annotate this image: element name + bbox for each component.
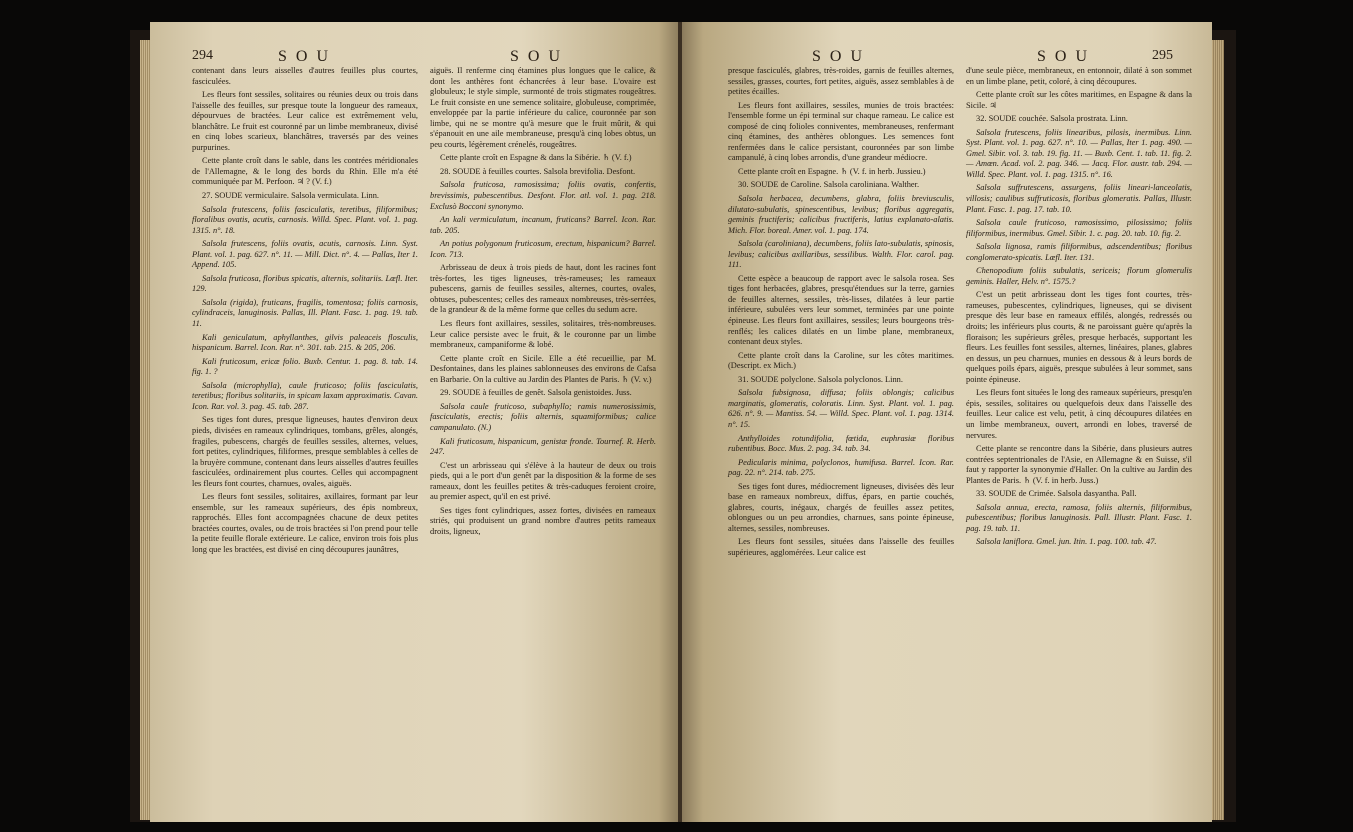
- open-book: [150, 22, 1212, 822]
- paragraph: C'est un arbrisseau qui s'élève à la hauteur de deux ou trois pieds, qui a le port d'un genêt par la disposition & la forme de ses rameaux, dont les feuilles petites & très-caduques feroient croire, au premier aspect, qu'il en est privé.: [430, 460, 656, 502]
- paragraph: Cette plante croît dans le sable, dans les contrées méridionales de l'Allemagne, & le long des bords du Rhin. Elle m'a été communiquée par M. Perfoon. ♃ ? (V. f.): [192, 156, 418, 187]
- paragraph: Cette plante croît en Espagne & dans la Sibérie. ♄ (V. f.): [440, 153, 632, 163]
- right-page: [682, 22, 1212, 822]
- text-column-2: [430, 66, 656, 540]
- latin-synonym: Salsola (caroliniana), decumbens, foliis lato-subulatis, spinosis, levibus; calicibus axillaribus, sessilibus. Walth. Flor. carol. pag. 111.: [728, 239, 954, 270]
- paragraph: C'est un petit arbrisseau dont les tiges font courtes, très-rameuses, pubescentes, cylindriques, ligneuses, qui se divisent presque dès leur base en rameaux effilés, alongés, redressés ou droits; les inférieurs plus courts, & ne paroissant guère qu'après la floraison; les supérieurs grêles, presque herbacés, supportant les fleurs. Les feuilles font sessiles, alternes, linéaires, planes, glabres en dessus, un peu charnues, munies en dessous & à leurs bords de quelques poils épars, aiguës, presque subulées à leur sommet, sans pointe épineuse.: [966, 290, 1192, 384]
- latin-synonym: Salsola caule fruticoso, subaphyllo; ramis numerosissimis, fasciculatis, erectis; foliis alternis, squamiformibus; calice campanulato. (N.): [430, 401, 656, 432]
- latin-synonym: Salsola fruticosa, floribus spicatis, alternis, solitariis. Lœfl. Iter. 129.: [192, 273, 418, 294]
- paragraph: Cette plante croît en Espagne. ♄ (V. f. in herb. Jussieu.): [738, 166, 926, 176]
- entry-heading: 31. SOUDE polyclone. Salsola polyclonos. Linn.: [738, 374, 903, 384]
- entry-heading: 33. SOUDE de Crimée. Salsola dasyantha. Pall.: [976, 489, 1137, 499]
- paragraph: Cette plante croît sur les côtes maritimes, en Espagne & dans la Sicile. ♃: [966, 90, 1192, 110]
- paragraph: Les fleurs font sessiles, solitaires, axillaires, formant par leur ensemble, sur les rameaux supérieurs, des épis nombreux, rapprochés. Elles font accompagnées chacune de deux petites bractées courtes, ovales, ou de trois bractées si l'on prend pour telle la petite feuille florale extérieure. Le calice, environ trois fois plus long que les bractées, est divisé en cinq découpures jaunâtres,: [192, 492, 418, 554]
- paragraph: Les fleurs font situées le long des rameaux supérieurs, presqu'en épis, sessiles, solitaires ou quelquefois deux dans l'aisselle des feuilles. Leur calice est velu, petit, à cinq découpures dilatées en un limbe membraneux, ouvert, arrondi en lobes, traversé de nervures.: [966, 388, 1192, 440]
- paragraph: Les fleurs font axillaires, sessiles, solitaires, très-nombreuses. Leur calice persiste avec le fruit, & le couronne par un limbe membraneux, campaniforme & lobé.: [430, 319, 656, 350]
- paragraph: Ses tiges font dures, médiocrement ligneuses, divisées dès leur base en rameaux nombreux, diffus, épars, en partie couchés, glabres, courts, inégaux, chargés de feuilles assez petites, oblongues ou un peu arrondies, charnues, sans pointe épineuse, alternes, sessiles, nombreuses.: [728, 481, 954, 533]
- paragraph: Cette plante croît dans la Caroline, sur les côtes maritimes. (Descript. ex Mich.): [728, 350, 954, 371]
- text-column-1: [192, 66, 418, 559]
- running-header: SOU: [812, 48, 872, 65]
- paragraph: d'une seule pièce, membraneux, en entonnoir, dilaté à son sommet en un limbe plane, petit, coloré, à cinq découpures.: [966, 66, 1192, 86]
- latin-synonym: Salsola frutescens, foliis linearibus, pilosis, inermibus. Linn. Syst. Plant. vol. 1. pag. 627. n°. 10. — Pallas, Iter 1. pag. 490. — Gmel. Sibir. vol. 3. tab. 19. fig. 11. — Buxb. Cent. 1. tab. 11. fig. 2. — Amœn. Acad. vol. 2. pag. 346. — Jacq. Flor. austr. tab. 294. — Willd. Spec. Plant. vol. 1. pag. 1315. n°. 16.: [966, 127, 1192, 179]
- latin-synonym: Salsola laniflora. Gmel. jun. Itin. 1. pag. 100. tab. 47.: [976, 537, 1157, 547]
- latin-synonym: Pedicularis minima, polyclonos, humifusa. Barrel. Icon. Rar. pag. 22. n°. 214. tab. 275.: [728, 457, 954, 478]
- latin-synonym: Salsola caule fruticoso, ramosissimo, pilosissimo; foliis filiformibus, inermibus. Gmel. Sibir. 1. c. pag. 20. tab. 10. fig. 2.: [966, 218, 1192, 238]
- latin-synonym: Salsola (microphylla), caule fruticoso; foliis fasciculatis, teretibus; floribus solitariis, in spicam laxam approximatis. Cavan. Icon. Rar. vol. 3. pag. 45. tab. 287.: [192, 380, 418, 411]
- latin-synonym: Kali fruticosum, hispanicum, genistæ fronde. Tournef. R. Herb. 247.: [430, 436, 656, 457]
- paragraph: Cette plante croît en Sicile. Elle a été recueillie, par M. Desfontaines, dans les plaines sablonneuses des environs de Cafsa en Barbarie. On la cultive au Jardin des Plantes de Paris. ♄ (V. v.): [430, 353, 656, 384]
- latin-synonym: Salsola frutescens, foliis fasciculatis, teretibus, filiformibus; floralibus ovatis, acutis, carnosis. Willd. Spec. Plant. vol. 1. pag. 1315. n°. 18.: [192, 204, 418, 235]
- paragraph: presque fasciculés, glabres, très-roides, garnis de feuilles alternes, sessiles, grasses, courtes, fort petites, aiguës, assez semblables à de petites écailles.: [728, 66, 954, 97]
- running-header: SOU: [510, 48, 570, 65]
- paragraph: Cette plante se rencontre dans la Sibérie, dans plusieurs autres contrées septentrionales de l'Asie, en Allemagne & en Suisse, s'il faut y rapporter la synonymie d'Haller. On la cultive au Jardin des Plantes de Paris. ♄ (V. f. in herb. Juss.): [966, 444, 1192, 485]
- paragraph: Ses tiges font dures, presque ligneuses, hautes d'environ deux pieds, divisées en rameaux cylindriques, tombans, grêles, alongés, fragiles, pubescens, chargés de feuilles sessiles, alternes, velues, fort petites, cylindriques, filiformes, presque semblables à celles de la bruyère commune, contenant dans leurs aisselles d'autres feuilles fasciculées, ordinairement plus courtes. Celles qui accompagnent les fleurs font courtes, charnues, ovales, aiguës.: [192, 415, 418, 488]
- latin-synonym: Kali fruticosum, ericæ folio. Buxb. Centur. 1. pag. 8. tab. 14. fig. 1. ?: [192, 356, 418, 377]
- paragraph: Arbrisseau de deux à trois pieds de haut, dont les racines font très-fortes, les tiges ligneuses, très-rameuses; les rameaux pubescens, garnis de feuilles sessiles, alternes, courtes, ovales, obtuses, pubescentes; celles des rameaux nombreuses, très-serrées, de la grandeur & de la même forme que celles du sedum acre.: [430, 263, 656, 315]
- text-column-1: [728, 66, 954, 562]
- running-header: SOU: [1037, 48, 1097, 65]
- paragraph: contenant dans leurs aisselles d'autres feuilles plus courtes, fasciculées.: [192, 66, 418, 86]
- latin-synonym: Kali geniculatum, aphyllanthes, gilvis paleaceis flosculis, hispanicum. Barrel. Icon. Rar. n°. 301. tab. 215. & 205, 206.: [192, 332, 418, 353]
- entry-heading: 28. SOUDE à feuilles courtes. Salsola brevifolia. Desfont.: [440, 166, 636, 176]
- paragraph: Les fleurs font axillaires, sessiles, munies de trois bractées: l'ensemble forme un épi terminal sur chaque rameau. Le calice est composé de cinq folioles conniventes, membraneuses, renfermant cinq étamines, des anthères oblongues. Les semences font renfermées dans le calice persistant, couronnées par son limbe campanulé, à cinq lobes arrondis, d'une grandeur médiocre.: [728, 100, 954, 163]
- paragraph: Cette espèce a beaucoup de rapport avec le salsola rosea. Ses tiges font herbacées, glabres, presqu'étendues sur la terre, garnies de feuilles alternes, sessiles, très-lisses, dilatées à leur partie inférieure, subulées vers leur sommet, terminées par une pointe épineuse. Les fleurs font axillaires, sessiles; leurs bourgeons très-renflés; les calices dilatés en un limbe plane, membraneux, contenant deux styles.: [728, 273, 954, 347]
- latin-synonym: Salsola suffrutescens, assurgens, foliis lineari-lanceolatis, villosis; caulibus suffruticosis, floribus glomeratis. Pallas, Illustr. Plant. Fasc. 1. pag. 17. tab. 10.: [966, 183, 1192, 214]
- paragraph: Ses tiges font cylindriques, assez fortes, divisées en rameaux striés, qui produisent un grand nombre d'autres petits rameaux droits, ligneux,: [430, 505, 656, 536]
- latin-synonym: Salsola (rigida), fruticans, fragilis, tomentosa; foliis carnosis, cylindraceis, lanuginosis. Pallas, Ill. Plant. Fasc. 1. pag. 19. tab. 11.: [192, 297, 418, 329]
- latin-synonym: Salsola frutescens, foliis ovatis, acutis, carnosis. Linn. Syst. Plant. vol. 1. pag. 627. n°. 11. — Mill. Dict. n°. 4. — Pallas, Iter 1. Append. 105.: [192, 239, 418, 270]
- entry-heading: 27. SOUDE vermiculaire. Salsola vermiculata. Linn.: [202, 191, 379, 201]
- latin-synonym: An potius polygonum fruticosum, erectum, hispanicum? Barrel. Icon. 713.: [430, 239, 656, 259]
- latin-synonym: Salsola herbacea, decumbens, glabra, foliis breviusculis, dilutato-subulatis, spinescentibus, levibus; floribus aggregatis, geminis fructiferis; calicibus fructiferis, latius explanato-alatis. Mich. Flor. boreal. Amer. vol. 1. pag. 174.: [728, 194, 954, 235]
- latin-synonym: Salsola annua, erecta, ramosa, foliis alternis, filiformibus, pubescentibus; floribus lanuginosis. Pall. Illustr. Plant. Fasc. 1. pag. 19. tab. 11.: [966, 502, 1192, 533]
- page-number: 294: [192, 48, 213, 63]
- entry-heading: 32. SOUDE couchée. Salsola prostrata. Linn.: [976, 114, 1128, 124]
- latin-synonym: An kali vermiculatum, incanum, fruticans? Barrel. Icon. Rar. tab. 205.: [430, 215, 656, 235]
- paragraph: Les fleurs font sessiles, situées dans l'aisselle des feuilles supérieures, agglomérées. Leur calice est: [728, 537, 954, 557]
- left-page: [150, 22, 680, 822]
- running-header: SOU: [278, 48, 338, 65]
- latin-synonym: Salsola fruticosa, ramosissima; foliis ovatis, confertis, brevissimis, pubescentibus. Desfont. Flor. atl. vol. 1. pag. 218. Exclusò Bocconi synonymo.: [430, 180, 656, 211]
- page-number: 295: [1152, 48, 1173, 63]
- entry-heading: 30. SOUDE de Caroline. Salsola caroliniana. Walther.: [738, 180, 920, 190]
- paragraph: aiguës. Il renferme cinq étamines plus longues que le calice, & dont les anthères font échancrées à leur base. L'ovaire est globuleux; le style simple, surmonté de trois stigmates rougeâtres. Le fruit consiste en une semence solitaire, globuleuse, comprimée, enveloppée par la partie inférieure du calice, couronnée par son limbe, qui ne se montre qu'à mesure que le fruit mûrit, & qui s'épanouit en une aile membraneuse, presqu'à cinq lobes obtus, un peu courts, légèrement crénelés, rougeâtres.: [430, 66, 656, 149]
- latin-synonym: Salsola lignosa, ramis filiformibus, adscendentibus; floribus conglomerato-spicatis. Lœfl. Iter. 131.: [966, 242, 1192, 262]
- entry-heading: 29. SOUDE à feuilles de genêt. Salsola genistoides. Juss.: [440, 388, 632, 398]
- paragraph: Les fleurs font sessiles, solitaires ou réunies deux ou trois dans l'aisselle des feuilles, sur presque toute la longueur des rameaux, dépourvues de bractées. Leur calice est extrêmement velu, blanchâtre. Le fruit est couronné par un limbe membraneux, divisé en cinq lobes scarieux, blanchâtres, traversés par des veines purpurines.: [192, 90, 418, 152]
- latin-synonym: Salsola fubsignosa, diffusa; foliis oblongis; calicibus marginatis, glomeratis, coloratis. Linn. Syst. Plant. vol. 1. pag. 626. n°. 9. — Mantiss. 54. — Willd. Spec. Plant. vol. 1. pag. 1314. n°. 15.: [728, 388, 954, 429]
- text-column-2: [966, 66, 1192, 551]
- latin-synonym: Chenopodium foliis subulatis, sericeis; florum glomerulis geminis. Haller, Helv. n°. 1575.?: [966, 266, 1192, 286]
- latin-synonym: Anthylloides rotundifolia, fœtida, euphrasiæ floribus rubentibus. Bocc. Mus. 2. pag. 34. tab. 34.: [728, 433, 954, 454]
